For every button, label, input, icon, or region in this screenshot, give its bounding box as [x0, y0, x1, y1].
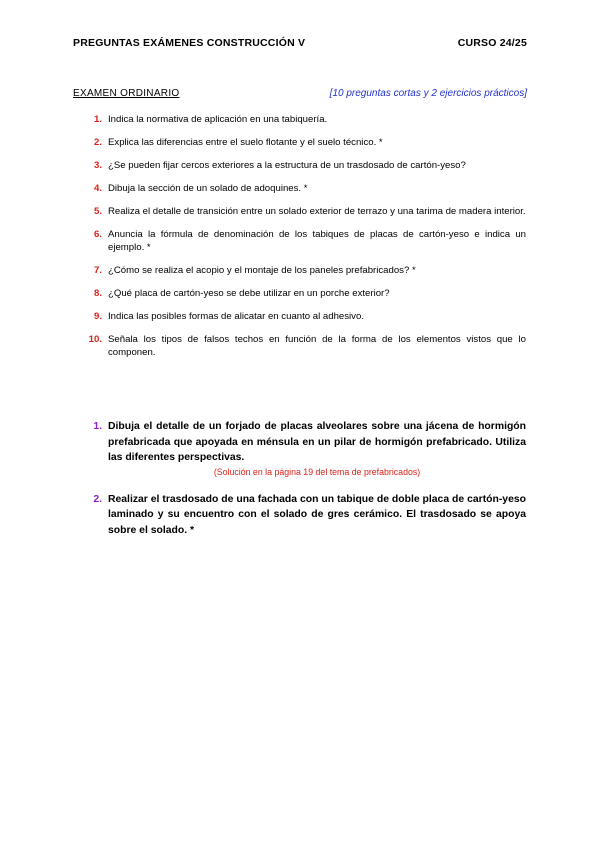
question-text: Anuncia la fórmula de denominación de los tabiques de placas de cartón-yeso e indica un ejemplo. *	[108, 229, 526, 253]
question-item	[88, 205, 526, 218]
question-number: 9.	[93, 311, 102, 322]
question-item	[88, 182, 526, 195]
question-item	[88, 310, 526, 323]
document-title: PREGUNTAS EXÁMENES CONSTRUCCIÓN V	[73, 37, 306, 49]
exam-type: EXAMEN ORDINARIO	[73, 88, 180, 99]
page-header	[73, 37, 527, 49]
course-label: CURSO 24/25	[457, 37, 527, 49]
question-number: 4.	[93, 183, 102, 194]
question-item	[88, 228, 526, 254]
exercise-body	[108, 419, 526, 478]
question-item	[88, 136, 526, 149]
question-number: 6.	[93, 229, 102, 240]
question-text: Señala los tipos de falsos techos en función de la forma de los elementos vistos que lo componen.	[108, 334, 526, 358]
question-number: 2.	[93, 137, 102, 148]
exercise-item	[88, 492, 526, 539]
question-item	[88, 287, 526, 300]
question-number: 1.	[93, 114, 102, 125]
exercise-text: Realizar el trasdosado de una fachada con un tabique de doble placa de cartón-yeso laminado y su encuentro con el solado de gres cerámico. El trasdosado se apoya sobre el solado. *	[108, 493, 526, 536]
exercise-number: 1.	[93, 421, 102, 432]
question-number: 7.	[93, 265, 102, 276]
question-number: 5.	[93, 206, 102, 217]
question-item	[88, 333, 526, 359]
question-item	[88, 159, 526, 172]
question-item	[88, 113, 526, 126]
question-text: Dibuja la sección de un solado de adoquines. *	[108, 183, 308, 194]
question-text: ¿Se pueden fijar cercos exteriores a la estructura de un trasdosado de cartón-yeso?	[108, 160, 466, 171]
solution-reference: (Solución en la página 19 del tema de prefabricados)	[213, 466, 421, 477]
question-text: Indica las posibles formas de alicatar en cuanto al adhesivo.	[108, 311, 364, 322]
exam-subheader	[73, 88, 527, 99]
exercise-text: Dibuja el detalle de un forjado de placas alveolares sobre una jácena de hormigón prefabricada que apoyada en ménsula en un pilar de hormigón prefabricado. Utiliza las diferentes perspectivas.	[108, 421, 526, 463]
practical-exercises-list	[88, 419, 526, 552]
question-text: ¿Qué placa de cartón-yeso se debe utilizar en un porche exterior?	[108, 288, 390, 299]
question-text: Indica la normativa de aplicación en una tabiquería.	[108, 114, 328, 125]
question-text: ¿Cómo se realiza el acopio y el montaje de los paneles prefabricados? *	[108, 265, 416, 276]
question-text: Explica las diferencias entre el suelo flotante y el suelo técnico. *	[108, 137, 383, 148]
question-number: 8.	[93, 288, 102, 299]
exercise-item	[88, 419, 526, 478]
short-questions-list	[88, 113, 526, 369]
exam-note: [10 preguntas cortas y 2 ejercicios prácticos]	[329, 88, 527, 99]
question-item	[88, 264, 526, 277]
question-text: Realiza el detalle de transición entre un solado exterior de terrazo y una tarima de madera interior.	[108, 206, 526, 217]
exercise-number: 2.	[93, 493, 102, 505]
question-number: 10.	[88, 334, 102, 345]
question-number: 3.	[93, 160, 102, 171]
